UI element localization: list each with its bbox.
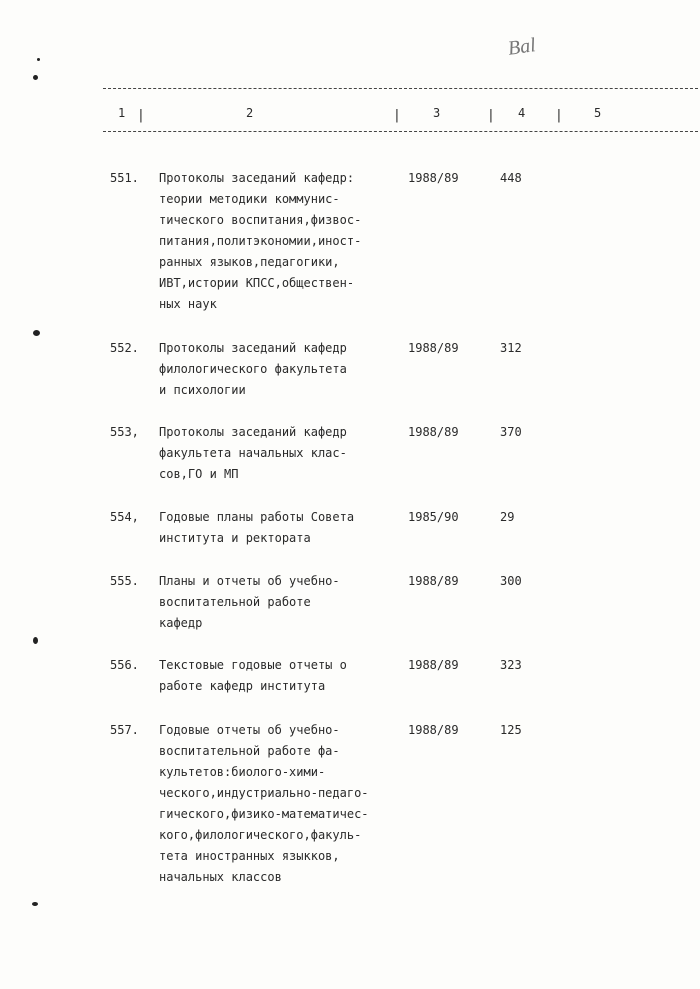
header-col-4: 4 [518, 106, 526, 120]
entry-number: 557. [110, 723, 139, 737]
description-line: Годовые отчеты об учебно- [159, 723, 340, 737]
entry-number: 552. [110, 341, 139, 355]
scan-speck [32, 902, 38, 906]
description-line: работе кафедр института [159, 679, 326, 693]
header-divider: | [487, 108, 495, 123]
description-line: филологического факультета [159, 362, 347, 376]
description-line: кого,филологического,факуль- [159, 828, 362, 842]
description-line: начальных классов [159, 870, 282, 884]
description-line: тического воспитания,физвос- [159, 213, 362, 227]
entry-number: 556. [110, 658, 139, 672]
header-divider: | [393, 108, 401, 123]
description-line: ных наук [159, 297, 217, 311]
entry-number: 554, [110, 510, 139, 524]
entry-years: 1988/89 [408, 171, 459, 185]
scan-speck [33, 330, 40, 336]
description-line: ранных языков,педагогики, [159, 255, 340, 269]
description-line: Протоколы заседаний кафедр [159, 341, 347, 355]
description-line: Протоколы заседаний кафедр: [159, 171, 355, 185]
entry-years: 1988/89 [408, 574, 459, 588]
description-line: Планы и отчеты об учебно- [159, 574, 340, 588]
description-line: ческого,индустриально-педаго- [159, 786, 369, 800]
description-line: питания,политэкономии,иност- [159, 234, 362, 248]
entry-description [159, 338, 409, 401]
description-line: воспитательной работе [159, 595, 311, 609]
description-line: теории методики коммунис- [159, 192, 340, 206]
description-line: сов,ГО и МП [159, 467, 239, 481]
description-line: института и ректората [159, 531, 311, 545]
entry-years: 1988/89 [408, 723, 459, 737]
entry-description [159, 655, 409, 697]
description-line: и психологии [159, 383, 246, 397]
entry-description [159, 571, 409, 634]
entry-count: 323 [500, 658, 522, 672]
description-line: Протоколы заседаний кафедр [159, 425, 347, 439]
header-col-5: 5 [594, 106, 602, 120]
scan-speck [33, 75, 38, 80]
description-line: культетов:биолого-хими- [159, 765, 326, 779]
description-line: ИВТ,истории КПСС,обществен- [159, 276, 355, 290]
entry-count: 448 [500, 171, 522, 185]
entry-count: 312 [500, 341, 522, 355]
description-line: гического,физико-математичес- [159, 807, 369, 821]
entry-number: 555. [110, 574, 139, 588]
entry-description [159, 507, 409, 549]
description-line: факультета начальных клас- [159, 446, 347, 460]
handwritten-note: Bal [506, 34, 538, 60]
header-divider: | [555, 108, 563, 123]
entry-count: 125 [500, 723, 522, 737]
header-rule-top [103, 88, 698, 89]
scan-speck [37, 58, 40, 61]
description-line: кафедр [159, 616, 203, 630]
description-line: Годовые планы работы Совета [159, 510, 355, 524]
entry-number: 553, [110, 425, 139, 439]
entry-number: 551. [110, 171, 139, 185]
entry-description [159, 720, 409, 888]
description-line: воспитательной работе фа- [159, 744, 340, 758]
description-line: Текстовые годовые отчеты о [159, 658, 347, 672]
header-col-2: 2 [246, 106, 254, 120]
scan-speck [33, 637, 38, 644]
entry-years: 1988/89 [408, 341, 459, 355]
header-rule-bottom [103, 131, 698, 132]
entry-years: 1988/89 [408, 658, 459, 672]
entry-count: 300 [500, 574, 522, 588]
entry-years: 1985/90 [408, 510, 459, 524]
entry-count: 370 [500, 425, 522, 439]
header-col-3: 3 [433, 106, 441, 120]
entry-count: 29 [500, 510, 515, 524]
entry-description [159, 168, 409, 315]
header-col-1: 1 [118, 106, 126, 120]
header-divider: | [137, 108, 145, 123]
entry-years: 1988/89 [408, 425, 459, 439]
entry-description [159, 422, 409, 485]
description-line: тета иностранных языкков, [159, 849, 340, 863]
